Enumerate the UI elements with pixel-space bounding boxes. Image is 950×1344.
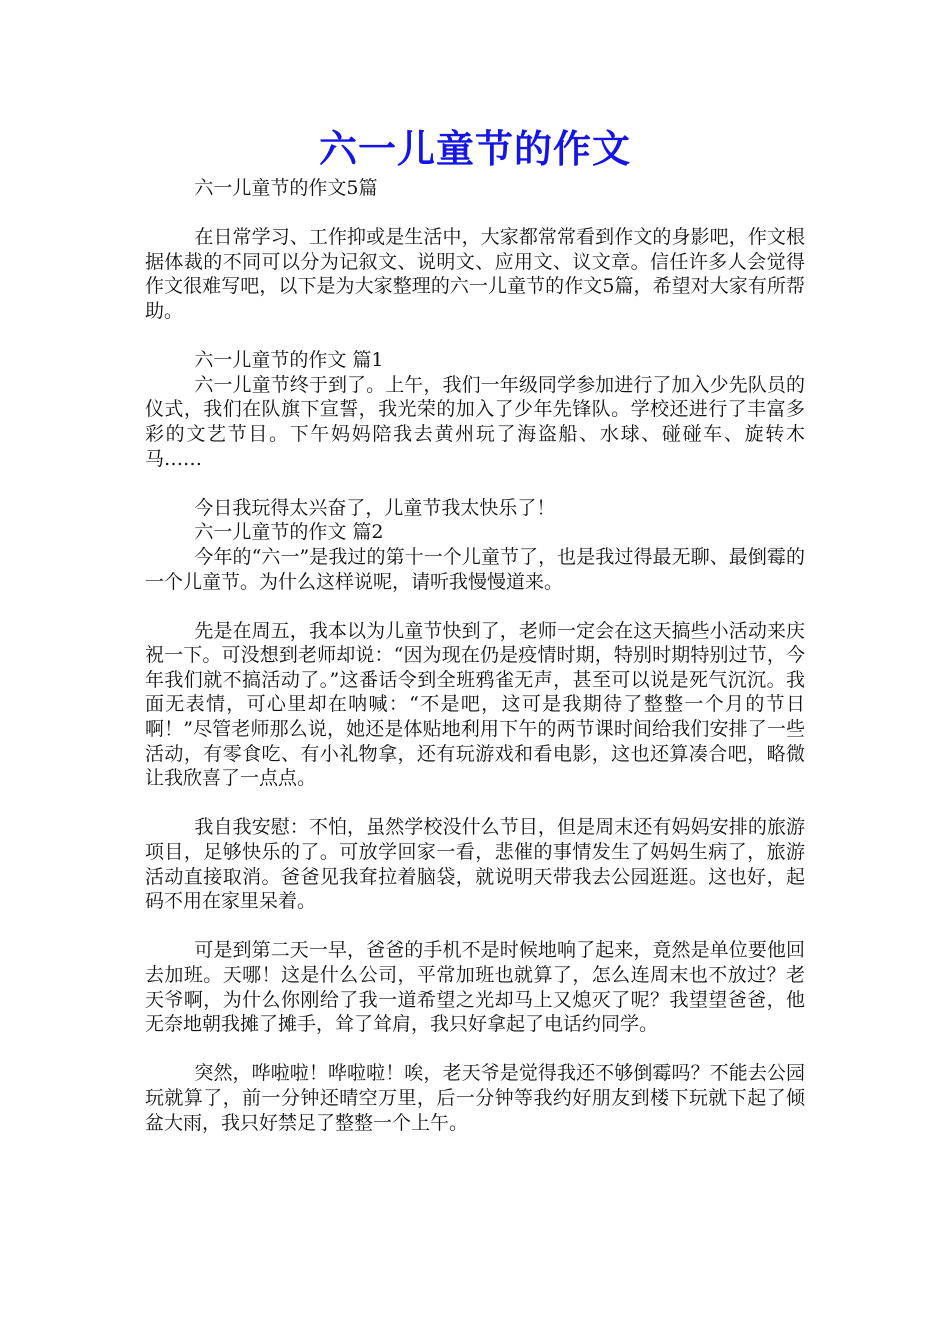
intro-paragraph: 在日常学习、工作抑或是生活中，大家都常常看到作文的身影吧，作文根据体裁的不同可以分为记叙文、说明文、应用文、议文章。信任许多人会觉得作文很难写吧，以下是为大家整理的六一儿童节的作文5篇，希望对大家有所帮助。: [145, 226, 805, 322]
spacer: [145, 471, 805, 496]
spacer: [145, 791, 805, 816]
essay2-paragraph: 突然，哗啦啦！哗啦啦！唉，老天爷是觉得我还不够倒霉吗？不能去公园玩就算了，前一分钟还晴空万里，后一分钟等我约好朋友到楼下玩就下起了倾盆大雨，我只好禁足了整整一个上午。: [145, 1062, 805, 1134]
essay2-paragraph: 可是到第二天一早，爸爸的手机不是时候地响了起来，竟然是单位要他回去加班。天哪！这是什么公司，平常加班也就算了，怎么连周末也不放过？老天爷啊，为什么你刚给了我一道希望之光却马上又熄灭了呢？我望望爸爸，他无奈地朝我摊了摊手，耸了耸肩，我只好拿起了电话约同学。: [145, 939, 805, 1036]
document-title: 六一儿童节的作文: [318, 127, 631, 171]
spacer: [145, 914, 805, 939]
spacer: [145, 201, 805, 226]
document-page: [145, 118, 805, 1135]
essay1-paragraph: 六一儿童节终于到了。上午，我们一年级同学参加进行了加入少先队员的仪式，我们在队旗下宣誓，我光荣的加入了少年先锋队。学校还进行了丰富多彩的文艺节目。下午妈妈陪我去黄州玩了海盗船、水球、碰碰车、旋转木马……: [145, 373, 805, 470]
spacer: [145, 1037, 805, 1062]
essay2-heading: 六一儿童节的作文 篇2: [194, 521, 384, 544]
essay2-paragraph: 今年的“六一”是我过的第十一个儿童节了，也是我过得最无聊、最倒霉的一个儿童节。为什么这样说呢，请听我慢慢道来。: [145, 545, 805, 593]
essay1-heading: 六一儿童节的作文 篇1: [194, 349, 384, 372]
essay2-paragraph: 我自我安慰：不怕，虽然学校没什么节目，但是周末还有妈妈安排的旅游项目，足够快乐的了。可放学回家一看，悲催的事情发生了妈妈生病了，旅游活动直接取消。爸爸见我耷拉着脑袋，就说明天带我去公园逛逛。这也好，起码不用在家里呆着。: [145, 816, 805, 913]
spacer: [145, 324, 805, 349]
document-subtitle: 六一儿童节的作文5篇: [194, 177, 378, 199]
essay2-paragraph: 先是在周五，我本以为儿童节快到了，老师一定会在这天搞些小活动来庆祝一下。可没想到老师却说：“因为现在仍是疫情时期，特别时期特别过节，今年我们就不搞活动了。”这番话令到全班鸦雀无声，甚至可以说是死气沉沉。我面无表情，可心里却在呐喊：“不是吧，这可是我期待了整整一个月的节日啊！”尽管老师那么说，她还是体贴地利用下午的两节课时间给我们安排了一些活动，有零食吃、有小礼物拿，还有玩游戏和看电影，这也还算凑合吧，略微让我欣喜了一点点。: [145, 619, 805, 790]
spacer: [145, 594, 805, 619]
essay1-paragraph: 今日我玩得太兴奋了，儿童节我太快乐了！: [194, 496, 556, 519]
